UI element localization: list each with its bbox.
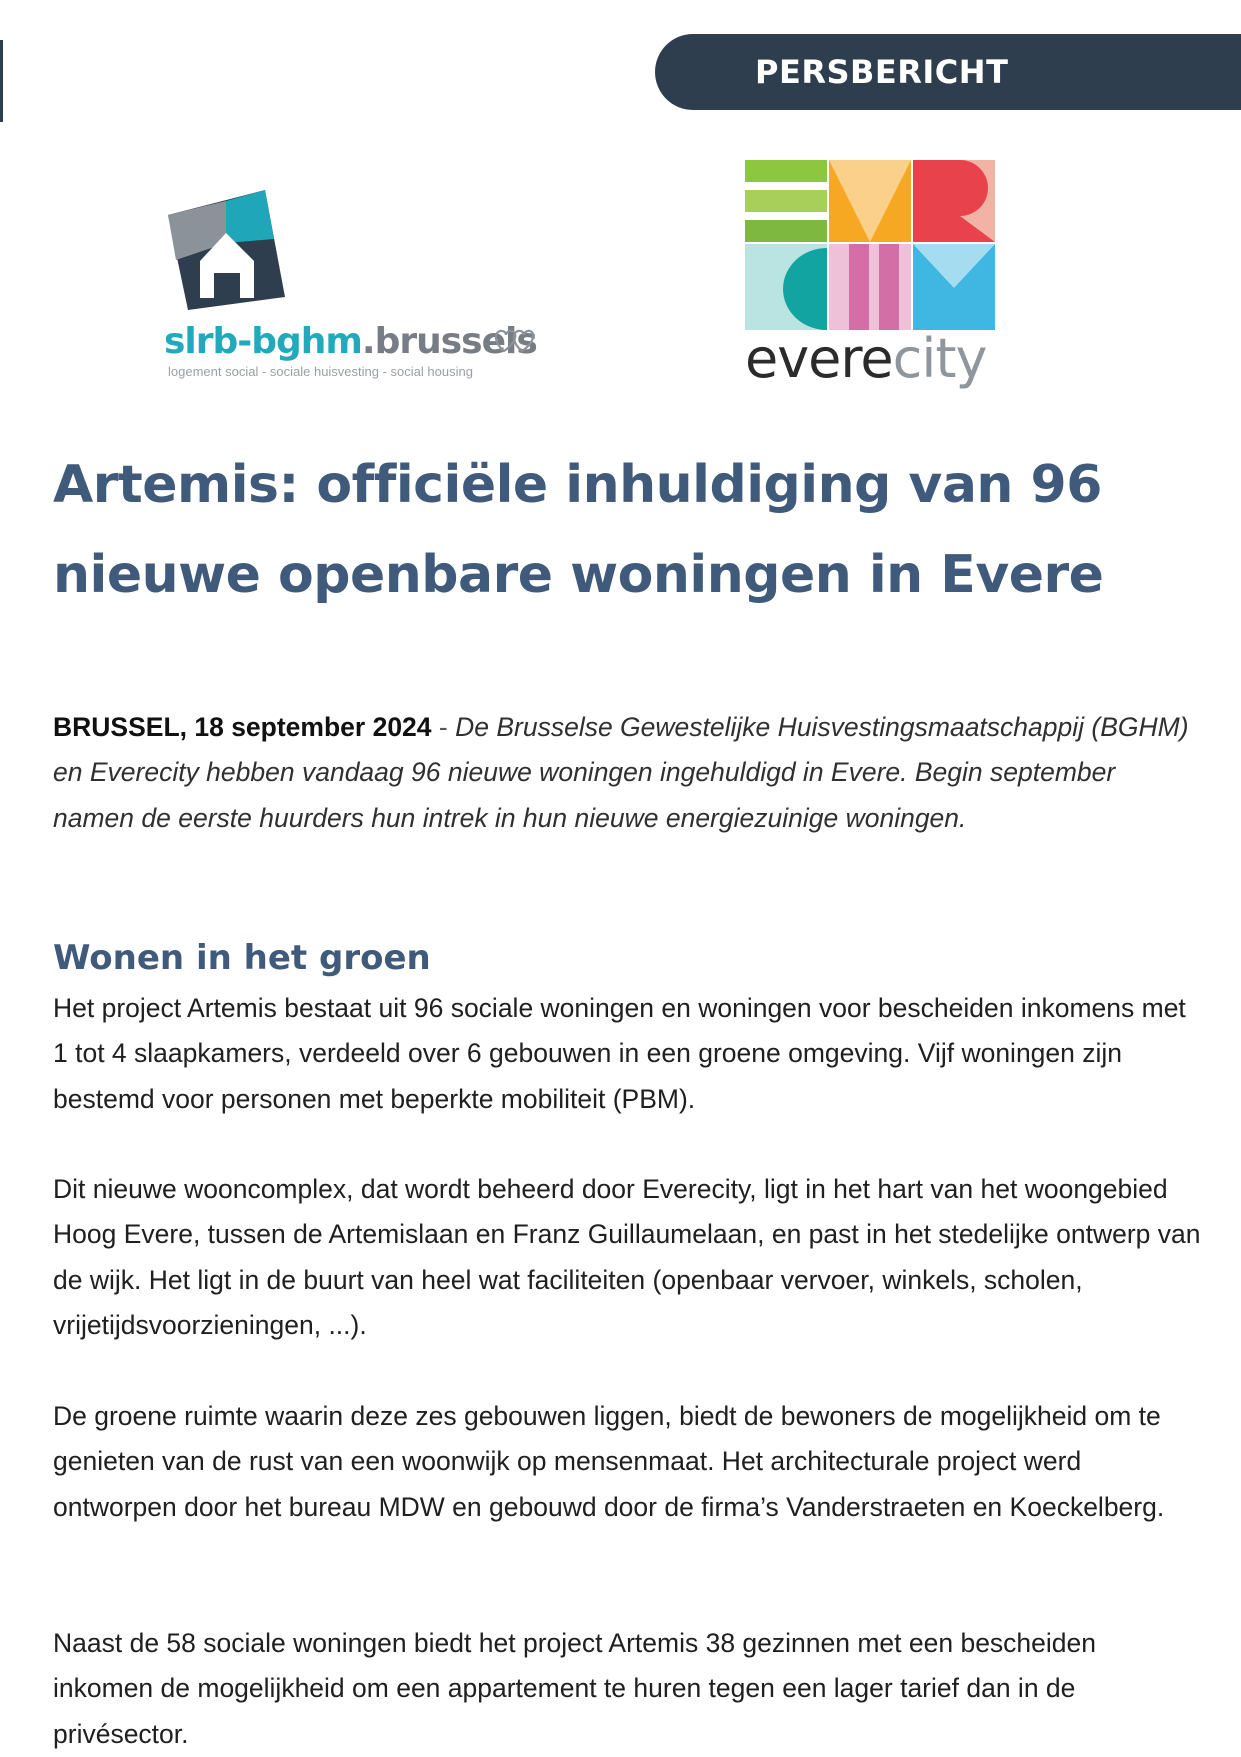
slrb-tagline: logement social - sociale huisvesting - social housing — [168, 364, 473, 379]
slrb-bghm-logo — [160, 185, 550, 385]
intro-text: De Brusselse Gewestelijke Huisvestingsmaatschappij (BGHM) en Everecity hebben vandaag 96 nieuwe woningen ingehuldigd in Evere. Begin september namen de eerste huurders hun intrek in hun nieuwe energiezuinige woningen. — [53, 712, 1189, 833]
section-heading: Wonen in het groen — [53, 938, 431, 978]
lead-paragraph — [53, 705, 1203, 841]
body-paragraph-4: Naast de 58 sociale woningen biedt het project Artemis 38 gezinnen met een bescheiden inkomen de mogelijkheid om een appartement te huren tegen een lager tarief dan in de privésector. — [53, 1628, 1097, 1749]
body-paragraph-2: Dit nieuwe wooncomplex, dat wordt beheerd door Everecity, ligt in het hart van het woongebied Hoog Evere, tussen de Artemislaan en Franz Guillaumelaan, en past in het stedelijke ontwerp van de wijk. Het ligt in de buurt van heel wat faciliteiten (openbaar vervoer, winkels, scholen, vrijetijdsvoorzieningen, ...). — [53, 1174, 1201, 1340]
article-title — [53, 440, 1183, 620]
everecity-logo — [745, 160, 1005, 410]
title-line-1: Artemis: officiële inhuldiging van 96 — [53, 455, 1102, 515]
body-paragraph-1: Het project Artemis bestaat uit 96 sociale woningen en woningen voor bescheiden inkomens met 1 tot 4 slaapkamers, verdeeld over 6 gebouwen in een groene omgeving. Vijf woningen zijn bestemd voor personen met beperkte mobiliteit (PBM). — [53, 993, 1186, 1114]
body-paragraph-3: De groene ruimte waarin deze zes gebouwen liggen, biedt de bewoners de mogelijkheid om te genieten van de rust van een woonwijk op mensenmaat. Het architecturale project werd ontworpen door het bureau MDW en gebouwd door de firma’s Vanderstraeten en Koeckelberg. — [53, 1401, 1165, 1522]
everecity-mosaic-icon — [745, 160, 995, 330]
dateline: BRUSSEL, 18 september 2024 — [53, 712, 432, 742]
left-edge-rule — [0, 40, 3, 122]
press-release-badge — [655, 34, 1241, 110]
title-line-2: nieuwe openbare woningen in Evere — [53, 545, 1104, 605]
everecity-wordmark: everecity — [745, 327, 987, 390]
slrb-wordmark: slrb-bghm.brussels — [164, 321, 537, 362]
house-logo-icon — [160, 185, 290, 313]
dateline-separator: - — [438, 712, 448, 742]
hearts-icon — [492, 325, 538, 355]
press-release-label: PERSBERICHT — [755, 53, 1009, 91]
